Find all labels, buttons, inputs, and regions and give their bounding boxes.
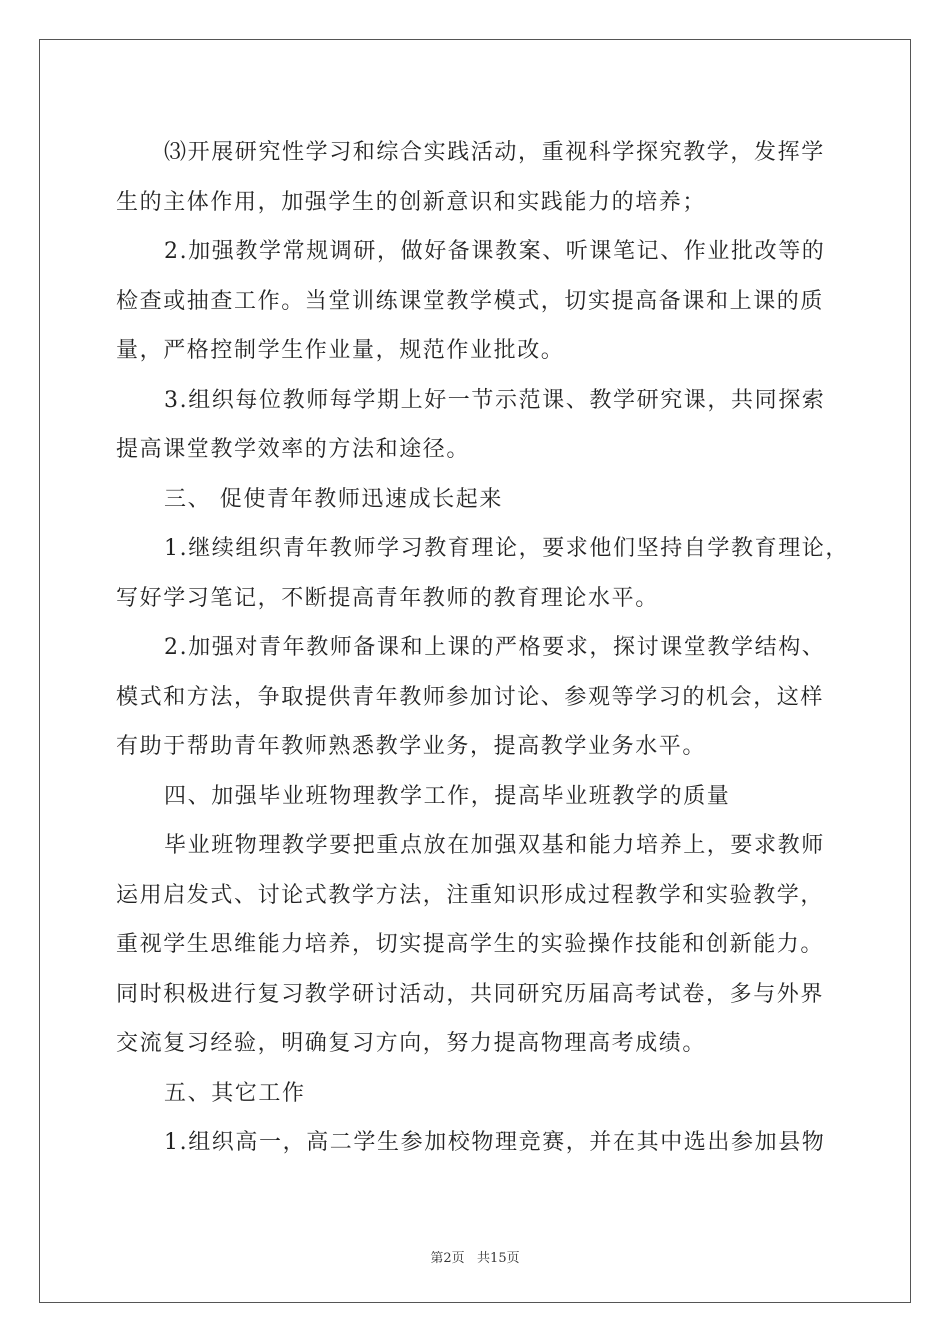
text-line: 生的主体作用，加强学生的创新意识和实践能力的培养；	[116, 189, 707, 215]
text-line: 1.继续组织青年教师学习教育理论，要求他们坚持自学教育理论，	[164, 536, 849, 561]
section-heading: 五、其它工作	[164, 1080, 306, 1106]
text-line: ⑶开展研究性学习和综合实践活动，重视科学探究教学，发挥学	[164, 140, 825, 165]
section-heading: 三、 促使青年教师迅速成长起来	[164, 486, 503, 512]
text-line: 运用启发式、讨论式教学方法，注重知识形成过程教学和实验教学，	[116, 882, 825, 908]
page-number-footer: 第2页 共15页	[430, 1251, 520, 1266]
text-line: 1.组织高一，高二学生参加校物理竞赛，并在其中选出参加县物	[164, 1130, 826, 1155]
text-line: 3.组织每位教师每学期上好一节示范课、教学研究课，共同探索	[164, 387, 826, 413]
text-line: 同时积极进行复习教学研讨活动，共同研究历届高考试卷，多与外界	[116, 981, 825, 1007]
text-line: 检查或抽查工作。当堂训练课堂教学模式，切实提高备课和上课的质	[116, 288, 825, 314]
text-line: 重视学生思维能力培养，切实提高学生的实验操作技能和创新能力。	[116, 932, 825, 957]
text-line: 有助于帮助青年教师熟悉教学业务，提高教学业务水平。	[116, 734, 707, 759]
text-line: 提高课堂教学效率的方法和途径。	[116, 437, 471, 462]
text-line: 毕业班物理教学要把重点放在加强双基和能力培养上，要求教师	[164, 833, 825, 858]
text-line: 写好学习笔记，不断提高青年教师的教育理论水平。	[116, 585, 659, 611]
section-heading: 四、加强毕业班物理教学工作，提高毕业班教学的质量	[164, 783, 731, 809]
text-line: 模式和方法，争取提供青年教师参加讨论、参观等学习的机会，这样	[116, 684, 825, 710]
document-body	[116, 128, 849, 1168]
text-line: 交流复习经验，明确复习方向，努力提高物理高考成绩。	[116, 1031, 707, 1056]
text-line: 2.加强教学常规调研，做好备课教案、听课笔记、作业批改等的	[164, 239, 826, 264]
text-line: 量，严格控制学生作业量，规范作业批改。	[116, 338, 565, 363]
text-line: 2.加强对青年教师备课和上课的严格要求，探讨课堂教学结构、	[164, 635, 826, 660]
